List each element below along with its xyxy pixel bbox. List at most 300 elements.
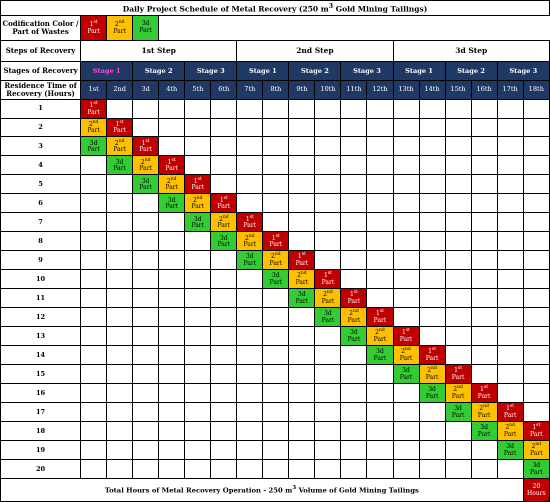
empty-cell <box>471 137 497 156</box>
empty-cell <box>133 384 159 403</box>
empty-cell <box>289 156 315 175</box>
empty-cell <box>211 156 237 175</box>
hour-header: 11th <box>341 81 367 99</box>
empty-cell <box>315 175 341 194</box>
empty-cell <box>445 327 471 346</box>
empty-cell <box>289 403 315 422</box>
part-cell-p2: 2nd Part <box>237 232 263 251</box>
part-cell-p1: 1st Part <box>211 194 237 213</box>
part-cell-p2: 2nd Part <box>107 137 133 156</box>
empty-cell <box>419 213 445 232</box>
empty-cell <box>81 403 107 422</box>
empty-cell <box>133 99 159 118</box>
empty-cell <box>211 422 237 441</box>
hour-header: 3d <box>133 81 159 99</box>
empty-cell <box>445 251 471 270</box>
codification-row <box>1 16 550 41</box>
empty-cell <box>367 289 393 308</box>
empty-cell <box>211 308 237 327</box>
empty-cell <box>133 365 159 384</box>
empty-cell <box>497 251 523 270</box>
empty-cell <box>419 403 445 422</box>
empty-cell <box>523 365 549 384</box>
empty-cell <box>263 175 289 194</box>
schedule-row <box>1 232 550 251</box>
codification-label: Codification Color / Part of Wastes <box>1 16 81 41</box>
part-cell-p2: 2nd Part <box>185 194 211 213</box>
hour-header: 5th <box>185 81 211 99</box>
title-row <box>1 1 550 16</box>
part-cell-p2: 2nd Part <box>367 327 393 346</box>
steps-row <box>1 41 550 62</box>
total-hours-value: 20 Hours <box>523 479 549 502</box>
empty-cell <box>107 346 133 365</box>
empty-cell <box>263 213 289 232</box>
empty-cell <box>497 327 523 346</box>
part-cell-p2: 2nd Part <box>289 270 315 289</box>
hour-header: 6th <box>211 81 237 99</box>
row-number: 6 <box>1 194 81 213</box>
empty-cell <box>523 118 549 137</box>
empty-cell <box>315 460 341 479</box>
row-number: 10 <box>1 270 81 289</box>
empty-cell <box>497 99 523 118</box>
empty-cell <box>419 232 445 251</box>
empty-cell <box>523 403 549 422</box>
empty-cell <box>263 289 289 308</box>
empty-cell <box>367 460 393 479</box>
empty-cell <box>497 346 523 365</box>
empty-cell <box>81 289 107 308</box>
hour-header: 12th <box>367 81 393 99</box>
part-cell-p1: 1st Part <box>393 327 419 346</box>
empty-cell <box>211 99 237 118</box>
empty-cell <box>237 175 263 194</box>
row-number: 17 <box>1 403 81 422</box>
empty-cell <box>341 137 367 156</box>
empty-cell <box>263 441 289 460</box>
empty-cell <box>185 270 211 289</box>
empty-cell <box>419 118 445 137</box>
empty-cell <box>211 384 237 403</box>
part-cell-p2: 2nd Part <box>159 175 185 194</box>
schedule-row <box>1 99 550 118</box>
empty-cell <box>497 156 523 175</box>
empty-cell <box>159 441 185 460</box>
part-cell-p2: 2nd Part <box>497 422 523 441</box>
empty-cell <box>471 308 497 327</box>
empty-cell <box>393 289 419 308</box>
empty-cell <box>315 327 341 346</box>
empty-cell <box>159 327 185 346</box>
empty-cell <box>341 213 367 232</box>
part-cell-p3: 3d Part <box>133 175 159 194</box>
empty-cell <box>81 270 107 289</box>
stages-row <box>1 61 550 81</box>
schedule-row <box>1 137 550 156</box>
empty-cell <box>81 308 107 327</box>
steps-label: Steps of Recovery <box>1 41 81 62</box>
empty-cell <box>107 270 133 289</box>
empty-cell <box>497 137 523 156</box>
empty-cell <box>263 194 289 213</box>
part-cell-p1: 1st Part <box>107 118 133 137</box>
empty-cell <box>497 213 523 232</box>
empty-cell <box>107 327 133 346</box>
step-2: 2nd Step <box>237 41 393 62</box>
empty-cell <box>393 137 419 156</box>
hour-header: 16th <box>471 81 497 99</box>
stage-1-1: Stage 1 <box>81 61 133 81</box>
row-number: 5 <box>1 175 81 194</box>
part-cell-p2: 2nd Part <box>133 156 159 175</box>
empty-cell <box>159 422 185 441</box>
empty-cell <box>107 460 133 479</box>
part-cell-p1: 1st Part <box>185 175 211 194</box>
part-cell-p1: 1st Part <box>471 384 497 403</box>
empty-cell <box>393 118 419 137</box>
stage-3-3: Stage 3 <box>497 61 549 81</box>
empty-cell <box>185 137 211 156</box>
empty-cell <box>159 308 185 327</box>
empty-cell <box>341 422 367 441</box>
empty-cell <box>185 422 211 441</box>
empty-cell <box>315 213 341 232</box>
empty-cell <box>523 156 549 175</box>
empty-cell <box>393 156 419 175</box>
empty-cell <box>419 270 445 289</box>
hour-header: 8th <box>263 81 289 99</box>
empty-cell <box>419 175 445 194</box>
empty-cell <box>133 327 159 346</box>
part-cell-p2: 2nd Part <box>445 384 471 403</box>
empty-cell <box>445 137 471 156</box>
empty-cell <box>159 365 185 384</box>
hour-header: 7th <box>237 81 263 99</box>
empty-cell <box>133 251 159 270</box>
schedule-row <box>1 156 550 175</box>
empty-cell <box>419 156 445 175</box>
row-number: 16 <box>1 384 81 403</box>
total-row <box>1 479 550 502</box>
row-number: 3 <box>1 137 81 156</box>
empty-cell <box>393 308 419 327</box>
empty-cell <box>237 137 263 156</box>
empty-cell <box>471 99 497 118</box>
empty-cell <box>185 384 211 403</box>
part-cell-p2: 2nd Part <box>315 289 341 308</box>
empty-cell <box>81 175 107 194</box>
schedule-row <box>1 422 550 441</box>
empty-cell <box>81 346 107 365</box>
empty-cell <box>471 441 497 460</box>
empty-cell <box>367 403 393 422</box>
row-number: 18 <box>1 422 81 441</box>
empty-cell <box>263 365 289 384</box>
empty-cell <box>341 441 367 460</box>
empty-cell <box>263 460 289 479</box>
empty-cell <box>497 270 523 289</box>
stage-3-1: Stage 1 <box>393 61 445 81</box>
empty-cell <box>185 460 211 479</box>
empty-cell <box>471 251 497 270</box>
empty-cell <box>289 118 315 137</box>
part-cell-p1: 1st Part <box>81 99 107 118</box>
part-cell-p3: 3d Part <box>367 346 393 365</box>
hour-header: 14th <box>419 81 445 99</box>
residence-label: Residence Time of Recovery (Hours) <box>1 81 81 99</box>
empty-cell <box>497 289 523 308</box>
empty-cell <box>341 175 367 194</box>
empty-cell <box>497 365 523 384</box>
empty-cell <box>237 156 263 175</box>
empty-cell <box>471 118 497 137</box>
part-cell-p1: 1st Part <box>289 251 315 270</box>
empty-cell <box>263 346 289 365</box>
empty-cell <box>393 213 419 232</box>
empty-cell <box>445 213 471 232</box>
empty-cell <box>263 99 289 118</box>
empty-cell <box>393 403 419 422</box>
empty-cell <box>367 365 393 384</box>
row-number: 1 <box>1 99 81 118</box>
empty-cell <box>211 251 237 270</box>
empty-cell <box>419 99 445 118</box>
empty-cell <box>159 403 185 422</box>
empty-cell <box>445 308 471 327</box>
part-cell-p1: 1st Part <box>367 308 393 327</box>
stage-2-1: Stage 1 <box>237 61 289 81</box>
empty-cell <box>289 213 315 232</box>
empty-cell <box>445 99 471 118</box>
empty-cell <box>471 327 497 346</box>
empty-cell <box>419 422 445 441</box>
empty-cell <box>471 289 497 308</box>
hour-header: 15th <box>445 81 471 99</box>
empty-cell <box>289 384 315 403</box>
empty-cell <box>393 251 419 270</box>
row-number: 14 <box>1 346 81 365</box>
empty-cell <box>81 327 107 346</box>
part-cell-p3: 3d Part <box>159 194 185 213</box>
empty-cell <box>419 327 445 346</box>
empty-cell <box>159 137 185 156</box>
empty-cell <box>367 99 393 118</box>
empty-cell <box>471 460 497 479</box>
empty-cell <box>341 384 367 403</box>
empty-cell <box>81 213 107 232</box>
empty-cell <box>445 232 471 251</box>
schedule-row <box>1 460 550 479</box>
empty-cell <box>107 441 133 460</box>
empty-cell <box>107 175 133 194</box>
hour-header: 18th <box>523 81 549 99</box>
empty-cell <box>341 365 367 384</box>
part-cell-p2: 2nd Part <box>341 308 367 327</box>
empty-cell <box>81 156 107 175</box>
empty-cell <box>159 99 185 118</box>
empty-cell <box>315 99 341 118</box>
empty-cell <box>341 99 367 118</box>
schedule-row <box>1 118 550 137</box>
empty-cell <box>367 270 393 289</box>
empty-cell <box>289 194 315 213</box>
part-cell-p1: 1st Part <box>237 213 263 232</box>
codification-blank <box>159 16 550 41</box>
part-cell-p3: 3d Part <box>419 384 445 403</box>
part-cell-p1: 1st Part <box>263 232 289 251</box>
empty-cell <box>445 194 471 213</box>
empty-cell <box>393 270 419 289</box>
empty-cell <box>289 346 315 365</box>
empty-cell <box>497 118 523 137</box>
empty-cell <box>367 232 393 251</box>
empty-cell <box>237 308 263 327</box>
empty-cell <box>185 232 211 251</box>
empty-cell <box>107 422 133 441</box>
empty-cell <box>185 99 211 118</box>
empty-cell <box>315 251 341 270</box>
empty-cell <box>159 346 185 365</box>
empty-cell <box>445 346 471 365</box>
part-cell-p3: 3d Part <box>341 327 367 346</box>
empty-cell <box>185 308 211 327</box>
empty-cell <box>133 194 159 213</box>
row-number: 2 <box>1 118 81 137</box>
empty-cell <box>367 441 393 460</box>
empty-cell <box>263 118 289 137</box>
empty-cell <box>263 308 289 327</box>
empty-cell <box>81 460 107 479</box>
part-cell-p2: 2nd Part <box>523 441 549 460</box>
empty-cell <box>237 403 263 422</box>
schedule-row <box>1 365 550 384</box>
empty-cell <box>237 327 263 346</box>
empty-cell <box>341 270 367 289</box>
schedule-row <box>1 251 550 270</box>
row-number: 4 <box>1 156 81 175</box>
empty-cell <box>289 232 315 251</box>
empty-cell <box>367 251 393 270</box>
empty-cell <box>107 308 133 327</box>
empty-cell <box>419 289 445 308</box>
empty-cell <box>367 175 393 194</box>
empty-cell <box>419 251 445 270</box>
empty-cell <box>393 384 419 403</box>
empty-cell <box>523 251 549 270</box>
empty-cell <box>81 194 107 213</box>
empty-cell <box>471 194 497 213</box>
empty-cell <box>107 194 133 213</box>
empty-cell <box>497 308 523 327</box>
schedule-title: Daily Project Schedule of Metal Recovery (250 $m^3$ Gold Mining Tailings) <box>1 1 550 16</box>
schedule-row <box>1 175 550 194</box>
empty-cell <box>393 441 419 460</box>
part-cell-p2: 2nd Part <box>263 251 289 270</box>
empty-cell <box>523 137 549 156</box>
empty-cell <box>237 99 263 118</box>
empty-cell <box>315 346 341 365</box>
empty-cell <box>81 232 107 251</box>
row-number: 13 <box>1 327 81 346</box>
schedule-row <box>1 194 550 213</box>
empty-cell <box>315 156 341 175</box>
empty-cell <box>289 99 315 118</box>
empty-cell <box>133 232 159 251</box>
part-cell-p3: 3d Part <box>237 251 263 270</box>
empty-cell <box>341 118 367 137</box>
empty-cell <box>289 308 315 327</box>
empty-cell <box>107 99 133 118</box>
schedule-row <box>1 403 550 422</box>
empty-cell <box>107 365 133 384</box>
part-cell-p1: 1st Part <box>445 365 471 384</box>
empty-cell <box>211 137 237 156</box>
part-cell-p1: 1st Part <box>497 403 523 422</box>
empty-cell <box>523 270 549 289</box>
empty-cell <box>211 441 237 460</box>
empty-cell <box>237 384 263 403</box>
empty-cell <box>159 289 185 308</box>
empty-cell <box>237 270 263 289</box>
empty-cell <box>289 137 315 156</box>
empty-cell <box>445 422 471 441</box>
empty-cell <box>81 422 107 441</box>
empty-cell <box>237 194 263 213</box>
empty-cell <box>523 327 549 346</box>
empty-cell <box>289 422 315 441</box>
empty-cell <box>133 270 159 289</box>
empty-cell <box>523 232 549 251</box>
empty-cell <box>107 213 133 232</box>
row-number: 9 <box>1 251 81 270</box>
empty-cell <box>523 213 549 232</box>
part-cell-p3: 3d Part <box>445 403 471 422</box>
row-number: 8 <box>1 232 81 251</box>
part-cell-p2: 2nd Part <box>211 213 237 232</box>
empty-cell <box>341 346 367 365</box>
row-number: 15 <box>1 365 81 384</box>
stages-label: Stages of Recovery <box>1 61 81 81</box>
empty-cell <box>315 384 341 403</box>
empty-cell <box>289 441 315 460</box>
empty-cell <box>159 118 185 137</box>
empty-cell <box>211 346 237 365</box>
empty-cell <box>367 213 393 232</box>
empty-cell <box>523 99 549 118</box>
empty-cell <box>289 460 315 479</box>
empty-cell <box>133 346 159 365</box>
empty-cell <box>211 175 237 194</box>
empty-cell <box>367 137 393 156</box>
hour-header: 13th <box>393 81 419 99</box>
row-number: 20 <box>1 460 81 479</box>
empty-cell <box>133 118 159 137</box>
empty-cell <box>159 270 185 289</box>
empty-cell <box>237 441 263 460</box>
schedule-row <box>1 327 550 346</box>
empty-cell <box>81 365 107 384</box>
empty-cell <box>159 213 185 232</box>
row-number: 19 <box>1 441 81 460</box>
schedule-row <box>1 270 550 289</box>
part-cell-p3: 3d Part <box>315 308 341 327</box>
empty-cell <box>185 156 211 175</box>
legend-part-2: 2nd Part <box>107 16 133 41</box>
empty-cell <box>263 403 289 422</box>
schedule-row <box>1 384 550 403</box>
empty-cell <box>81 384 107 403</box>
